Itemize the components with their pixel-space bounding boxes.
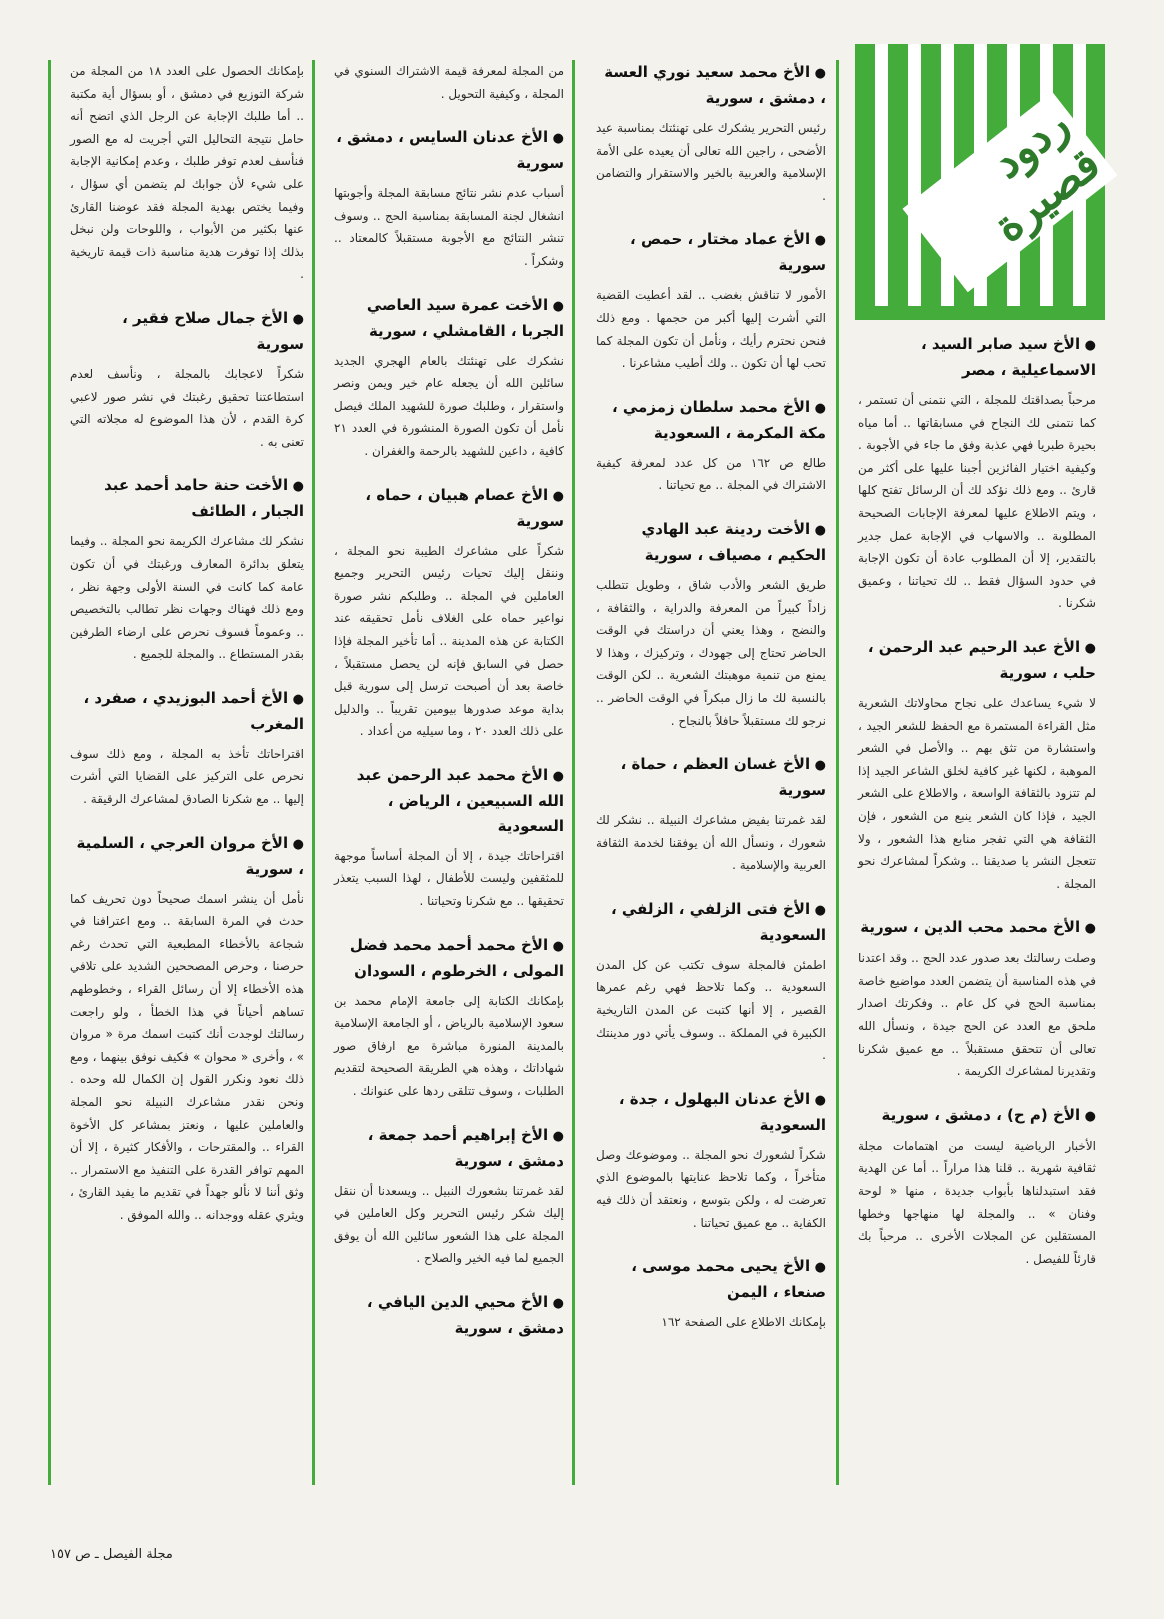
reply-entry <box>334 1123 564 1270</box>
reply-entry <box>70 686 304 811</box>
reply-body: طالع ص ١٦٢ من كل عدد لمعرفة كيفية الاشتراك في المجلة .. مع تحياتنا . <box>596 455 827 493</box>
reply-heading: ● الأخ سيد صابر السيد ، الاسماعيلية ، مصر <box>858 332 1096 383</box>
reply-entry <box>858 332 1096 615</box>
reply-body: بإمكانك الحصول على العدد ١٨ من المجلة من شركة التوزيع في دمشق ، أو بسؤال أية مكتبة .. أما طلبك الإجابة عن الرجل الذي اتضح أنه حامل نتيجة التحاليل التي أجريت له مع الصور فنأسف لعدم توفر طلبك ، وعدم إمكانية الإجابة على شيء لأن جوابك لم يتضمن أي سؤال ، وفيما يختص بهدية المجلة فقد عوضنا القارئ عنها بكثير من الأبواب ، واللوحات ولن نبخل بذلك إذا توفرت هدية مناسبة ذات قيمة تاريخية . <box>70 64 304 282</box>
reply-entry <box>70 831 304 1227</box>
reply-body: الأمور لا تناقش بغضب .. لقد أعطيت القضية التي أشرت إليها أكبر من حجمها . ومع ذلك فنحن نحترم رأيك ، ونأمل أن تكون المجلة كما تحب لها أن تكون .. ولك أطيب مشاعرنا . <box>596 288 826 371</box>
reply-body: وصلت رسالتك بعد صدور عدد الحج .. وقد اعتدنا في هذه المناسبة أن يتضمن العدد مواضيع خاصة بمناسبة الحج في كل عام .. وفكرتك اصدار ملحق مع العدد عن الحج جيدة ، ونسأل الله تعالى أن تتحقق مستقبلاً .. مع عميق شكرنا وتقديرنا لمشاعرك الكريمة . <box>858 951 1096 1079</box>
reply-heading: ● الأخ فتى الزلفي ، الزلفي ، السعودية <box>596 897 826 948</box>
column-3 <box>324 60 574 1361</box>
reply-entry <box>596 752 826 877</box>
column-2 <box>586 60 836 1354</box>
reply-body: أسباب عدم نشر نتائج مسابقة المجلة وأجوبتها انشغال لجنة المسابقة بمناسبة الحج .. وسوف تنشر النتائج مع الأجوبة مستقبلاً كالمعتاد .. وشكراً . <box>334 186 564 268</box>
reply-entry <box>334 60 564 105</box>
reply-body: نأمل أن ينشر اسمك صحيحاً دون تحريف كما حدث في المرة السابقة .. ومع اعترافنا في شجاعة بالأخطاء المطبعية التي تحدث رغم حرصنا ، وحرص المصححين الشديد على تلافي هذه الأخطاء إلا أن رسائل القراء ، وخطوطهم تساهم أحياناً في هذا الخطأ ، ولو راجعت رسالتك لوجدت أنك كتبت اسمك مرة « مروان » ، وأخرى « محوان » فكيف نوفق بينهما ، ومع ذلك نعود ونكرر القول إن الكمال لله وحده . ونحن نقدر مشاعرك النبيلة نحو المجلة والعاملين عليها ، ونعتز بمشاعر كل الأخوة القراء .. والمقترحات ، والأفكار كثيرة ، إلا أن المهم توافر القدرة على التنفيذ مع الاستمرار .. وثق أننا لا نألو جهداً في تقديم ما يفيد القارئ ، ويثري عقله ووجدانه .. والله الموفق . <box>70 891 304 1222</box>
reply-heading: ● الأخ يحيى محمد موسى ، صنعاء ، اليمن <box>596 1254 826 1305</box>
reply-heading: ● الأخ مروان العرجي ، السلمية ، سورية <box>70 831 304 882</box>
reply-body: من المجلة لمعرفة قيمة الاشتراك السنوي في المجلة ، وكيفية التحويل . <box>334 64 564 101</box>
reply-heading: ● الأخ محمد عبد الرحمن عبد الله السبيعين ، الرياض ، السعودية <box>334 763 564 839</box>
reply-heading: ● الأخت عمرة سيد العاصي الجربا ، القامشلي ، سورية <box>334 293 564 344</box>
reply-body: اطمئن فالمجلة سوف تكتب عن كل المدن السعودية .. وكما تلاحظ فهي رغم عمرها القصير ، إلا أنها كتبت عن المدن التاريخية الكبيرة في المملكة .. وسوف يأتي دور مدينتك . <box>596 957 826 1063</box>
reply-entry <box>596 1254 826 1334</box>
reply-entry <box>858 915 1096 1083</box>
reply-heading: ● الأخ عماد مختار ، حمص ، سورية <box>596 227 826 278</box>
reply-entry <box>70 306 304 453</box>
reply-body: شكراً لشعورك نحو المجلة .. وموضوعك وصل متأخراً ، وكما تلاحظ عنايتها بالموضوع الذي تعرضت له ، ولكن بتوسع ، ونعتقد أن ذلك فيه الكفاية .. مع عميق تحياتنا . <box>596 1147 826 1230</box>
reply-body: اقتراحاتك تأخذ به المجلة ، ومع ذلك سوف نحرص على التركيز على القضايا التي أشرت إليها .. مع شكرنا الصادق لمشاعرك الرقيقة . <box>70 746 304 807</box>
reply-heading: ● الأخ عدنان البهلول ، جدة ، السعودية <box>596 1087 826 1138</box>
reply-entry <box>596 60 826 207</box>
reply-heading: ● الأخ (م ح) ، دمشق ، سورية <box>858 1103 1096 1129</box>
reply-heading: ● الأخ محمد أحمد محمد فضل المولى ، الخرطوم ، السودان <box>334 933 564 984</box>
reply-heading: ● الأخت ردينة عبد الهادي الحكيم ، مصياف ، سورية <box>596 517 826 568</box>
reply-entry <box>334 293 564 463</box>
reply-entry <box>334 933 564 1103</box>
reply-heading: ● الأخ عدنان السايس ، دمشق ، سورية <box>334 125 564 176</box>
reply-body: طريق الشعر والأدب شاق ، وطويل تتطلب زاداً كبيراً من المعرفة والدراية ، والثقافة ، والنضج ، وهذا يعني أن دراستك في الوقت الحاضر تحتاج إلى جهودك ، وتركيزك ، وهذا لا يمنع من تنمية موهبتك الشعرية .. لكن الوقت بالنسبة لك ما زال مبكراً في الوقت الحاضر .. نرجو لك مستقبلاً حافلاً بالنجاح . <box>596 577 826 728</box>
reply-entry <box>596 1087 826 1234</box>
reply-heading: ● الأخ جمال صلاح فقير ، سورية <box>70 306 304 357</box>
reply-heading: ● الأخ عبد الرحيم عبد الرحمن ، حلب ، سورية <box>858 635 1096 686</box>
reply-entry <box>858 1103 1096 1271</box>
banner-title: ردود قصيرة <box>903 92 1118 293</box>
reply-heading: ● الأخ محمد سعيد نوري العسة ، دمشق ، سورية <box>596 60 826 111</box>
reply-entry <box>334 483 564 743</box>
reply-heading: ● الأخ محمد سلطان زمزمي ، مكة المكرمة ، السعودية <box>596 395 826 446</box>
reply-entry <box>334 125 564 272</box>
reply-heading: ● الأخت حنة حامد أحمد عبد الجبار ، الطائف <box>70 473 304 524</box>
reply-body: مرحباً بصداقتك للمجلة ، التي نتمنى أن تستمر ، كما نتمنى لك النجاح في مسابقاتها .. أما مياه بحيرة طبريا فهي عذبة وفق ما جاء في الأجوبة . وكيفية اختيار الفائزين أجبنا عليها على أكثر من قارئ .. ومع ذلك نؤكد لك أن الرسائل تفتح كلها ، ويتم الاطلاع عليها لمعرفة الإجابات الصحيحة المطلوبة .. والاسهاب في الإجابة عمل جدير بالتقدير، إلا أن المطلوب عادة أن تكون الإجابة في حدود السؤال فقط .. لك تحياتنا ، وعميق شكرنا . <box>858 393 1096 611</box>
reply-heading: ● الأخ غسان العظم ، حماة ، سورية <box>596 752 826 803</box>
column-4 <box>60 60 314 1247</box>
reply-body: لقد غمرتنا بشعورك النبيل .. ويسعدنا أن ننقل إليك شكر رئيس التحرير وكل العاملين في المجلة على هذا الشعور سائلين الله أن يوفق الجميع لما فيه الخير والصلاح . <box>334 1183 564 1266</box>
reply-body: الأخبار الرياضية ليست من اهتمامات مجلة ثقافية شهرية .. قلنا هذا مراراً .. أما عن الهدية فقد استبدلناها بأبواب جديدة ، منها « لوحة وفنان » .. والمجلة لها منهاجها وخطها المستقلين عن المجلات الأخرى .. مرحباً بك قارئاً للفيصل . <box>858 1138 1096 1266</box>
reply-entry <box>596 897 826 1067</box>
reply-entry <box>334 763 564 913</box>
reply-body: رئيس التحرير يشكرك على تهنئتك بمناسبة عيد الأضحى ، راجين الله تعالى أن يعيده على الأمة الإسلامية والعربية بالخير والاستقرار والتضامن . <box>596 121 826 203</box>
reply-heading: ● الأخ إبراهيم أحمد جمعة ، دمشق ، سورية <box>334 1123 564 1174</box>
reply-body: نشكر لك مشاعرك الكريمة نحو المجلة .. وفيما يتعلق بدائرة المعارف ورغبتك في أن تكون عامة كما كانت في السنة الأولى وجهة نظر ، ومع ذلك فهناك وجهات نظر تطالب بالتخصيص .. وعموماً فسوف نحرص على ارضاء الطرفين بقدر المستطاع .. والمجلة للجميع . <box>70 534 304 662</box>
reply-body: بإمكانك الاطلاع على الصفحة ١٦٢ <box>661 1315 826 1330</box>
reply-entry <box>334 1290 564 1341</box>
page-footer: مجلة الفيصل ـ ص ١٥٧ <box>50 1547 173 1562</box>
reply-heading: ● الأخ محيي الدين اليافي ، دمشق ، سورية <box>334 1290 564 1341</box>
reply-body: نشكرك على تهنئتك بالعام الهجري الجديد سائلين الله أن يجعله عام خير ويمن ونصر واستقرار ، وطلبك صورة للشهيد الملك فيصل نأمل أن تكون الصورة المنشورة في العدد ٢١ كافية ، داعين للشهيد بالرحمة والغفران . <box>334 353 564 458</box>
reply-body: شكراً لاعجابك بالمجلة ، ونأسف لعدم استطاعتنا تحقيق رغبتك في نشر صور لاعبي كرة القدم ، لأن هذا الموضوع له مجلاته التي تعنى به . <box>70 366 304 449</box>
column-rule <box>836 60 839 1485</box>
reply-entry <box>70 473 304 666</box>
reply-entry <box>596 395 826 497</box>
reply-heading: ● الأخ عصام هبيان ، حماه ، سورية <box>334 483 564 534</box>
reply-entry <box>596 227 826 374</box>
column-1 <box>848 332 1106 1290</box>
column-rule <box>48 60 51 1485</box>
reply-body: لقد غمرتنا بفيض مشاعرك النبيلة .. نشكر لك شعورك ، ونسأل الله أن يوفقنا لخدمة الثقافة العربية والإسلامية . <box>596 813 826 873</box>
reply-body: بإمكانك الكتابة إلى جامعة الإمام محمد بن سعود الإسلامية بالرياض ، أو الجامعة الإسلامية بالمدينة المنورة مباشرة مع ارفاق صور شهاداتك ، وهذه هي الطريقة الصحيحة لتقديم الطلبات ، وسوف تتلقى ردها على عنوانك . <box>334 993 564 1099</box>
reply-heading: ● الأخ محمد محب الدين ، سورية <box>858 915 1096 941</box>
banner-base <box>855 306 1105 320</box>
reply-body: شكراً على مشاعرك الطيبة نحو المجلة ، وننقل إليك تحيات رئيس التحرير وجميع العاملين في المجلة .. وطلبكم نشر صورة نواعير حماه على الغلاف نأمل تحقيقه عند الكتابة عن هذه المدينة .. أما تأخير المجلة فإذا حصل في السابق فإنه لن يحصل مستقبلاً ، خاصة بعد أن أصبحت ترسل إلى سورية قبل بداية موعد صدورها بيومين تقريباً .. والدليل على ذلك العدد ٢٠ ، وما سيليه من أعداد . <box>334 543 564 739</box>
reply-body: اقتراحاتك جيدة ، إلا أن المجلة أساساً موجهة للمثقفين وليست للأطفال ، لهذا السبب يتعذر تحقيقها .. مع شكرنا وتحياتنا . <box>334 848 564 909</box>
section-banner <box>855 44 1110 320</box>
reply-entry <box>858 635 1096 895</box>
reply-heading: ● الأخ أحمد البوزيدي ، صفرد ، المغرب <box>70 686 304 737</box>
reply-body: لا شيء يساعدك على نجاح محاولاتك الشعرية مثل القراءة المستمرة مع الحفظ للشعر الجيد ، واستشارة من تثق بهم .. والأصل في الشعر الموهبة ، لكنها غير كافية لخلق الشاعر الجيد إذا لم تتزود بالثقافة الواسعة ، والاطلاع على الشعر الجيد ، فإذا كان الشعر ينبع من الشعور ، فإن الثقافة هي التي تفجر منابع هذا الشعور ، ولا تتعجل النشر يا صديقنا .. وشكراً لمشاعرك نحو المجلة . <box>858 695 1096 891</box>
reply-entry <box>70 60 304 286</box>
reply-entry <box>596 517 826 732</box>
